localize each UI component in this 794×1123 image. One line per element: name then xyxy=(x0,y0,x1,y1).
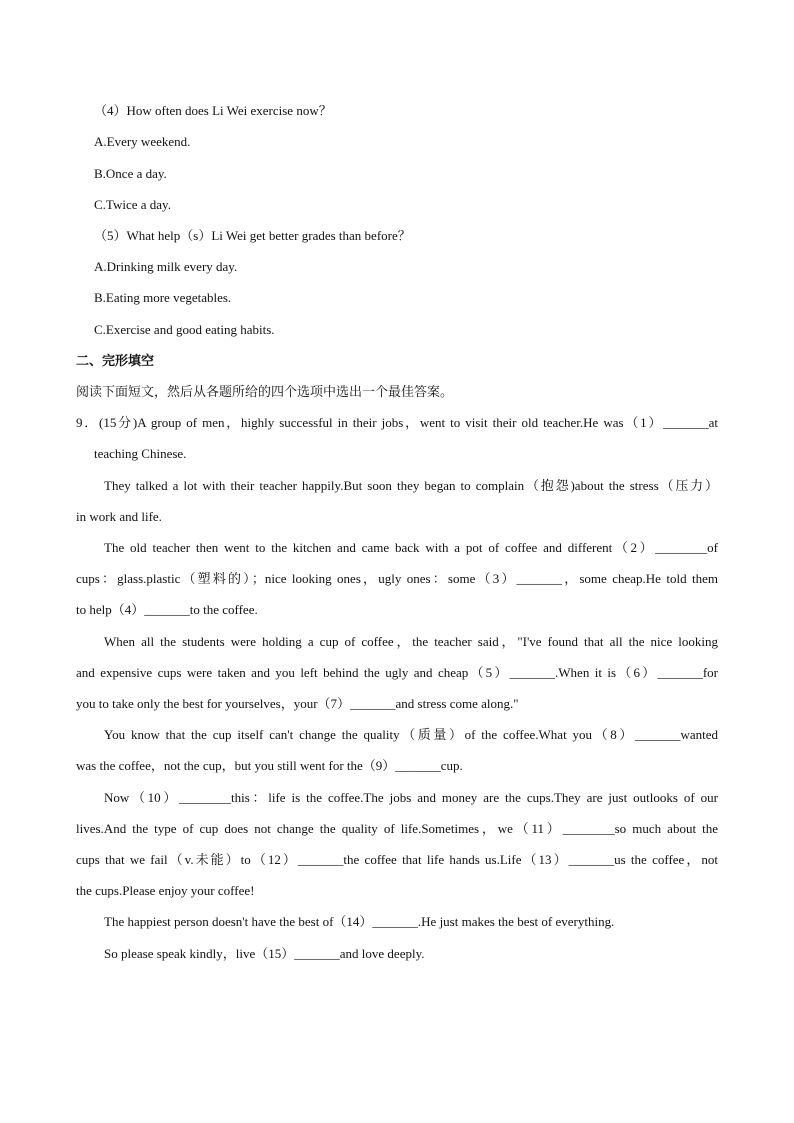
passage-line: cups：glass.plastic（塑料的）；nice looking ones，ugly ones：some（3）_______，some cheap.He told them xyxy=(76,571,718,586)
passage-line: The old teacher then went to the kitchen and came back with a pot of coffee and different（2）________of xyxy=(104,540,719,555)
passage-line: to help（4）_______to the coffee. xyxy=(76,602,258,617)
passage-line: teaching Chinese. xyxy=(94,446,187,461)
question-4-option-a: A.Every weekend. xyxy=(94,134,191,149)
question-5-stem: （5）What help（s）Li Wei get better grades than before？ xyxy=(94,228,411,243)
question-5-option-b: B.Eating more vegetables. xyxy=(94,290,232,305)
passage-line: was the coffee，not the cup，but you still went for the（9）_______cup. xyxy=(76,758,463,773)
passage-line: Now（10）________this：life is the coffee.The jobs and money are the cups.They are just outlooks of our xyxy=(104,790,718,805)
passage-line: When all the students were holding a cup of coffee，the teacher said，"I've found that all the nice looking xyxy=(104,634,718,649)
passage-line: in work and life. xyxy=(76,509,162,524)
question-4-option-b: B.Once a day. xyxy=(94,166,167,181)
section-heading: 二、完形填空 xyxy=(76,353,155,368)
passage-line: the cups.Please enjoy your coffee! xyxy=(76,883,255,898)
passage-line: 9．(15分)A group of men，highly successful in their jobs，went to visit their old teacher.He was（1）_______at xyxy=(76,415,718,430)
question-4-stem: （4）How often does Li Wei exercise now？ xyxy=(94,103,332,118)
question-4-option-c: C.Twice a day. xyxy=(94,197,171,212)
passage-line: cups that we fail（v.未能）to（12）_______the coffee that life hands us.Life（13）_______us the coffee，not xyxy=(76,852,718,867)
section-instruction: 阅读下面短文，然后从各题所给的四个选项中选出一个最佳答案。 xyxy=(76,384,454,399)
passage-line: You know that the cup itself can't change the quality（质量）of the coffee.What you（8）_______wanted xyxy=(104,727,718,742)
passage-line: lives.And the type of cup does not change the quality of life.Sometimes，we（11）________so much about the xyxy=(76,821,718,836)
passage-line: So please speak kindly，live（15）_______and love deeply. xyxy=(104,946,425,961)
question-5-option-a: A.Drinking milk every day. xyxy=(94,259,238,274)
passage-line: you to take only the best for yourselves，your（7）_______and stress come along." xyxy=(76,696,519,711)
question-5-option-c: C.Exercise and good eating habits. xyxy=(94,322,275,337)
passage-line: They talked a lot with their teacher happily.But soon they began to complain（抱怨)about the stress（压力） xyxy=(104,478,718,493)
passage-line: and expensive cups were taken and you left behind the ugly and cheap（5）_______.When it is（6）_______for xyxy=(76,665,718,680)
passage-line: The happiest person doesn't have the best of（14）_______.He just makes the best of everything. xyxy=(104,914,615,929)
